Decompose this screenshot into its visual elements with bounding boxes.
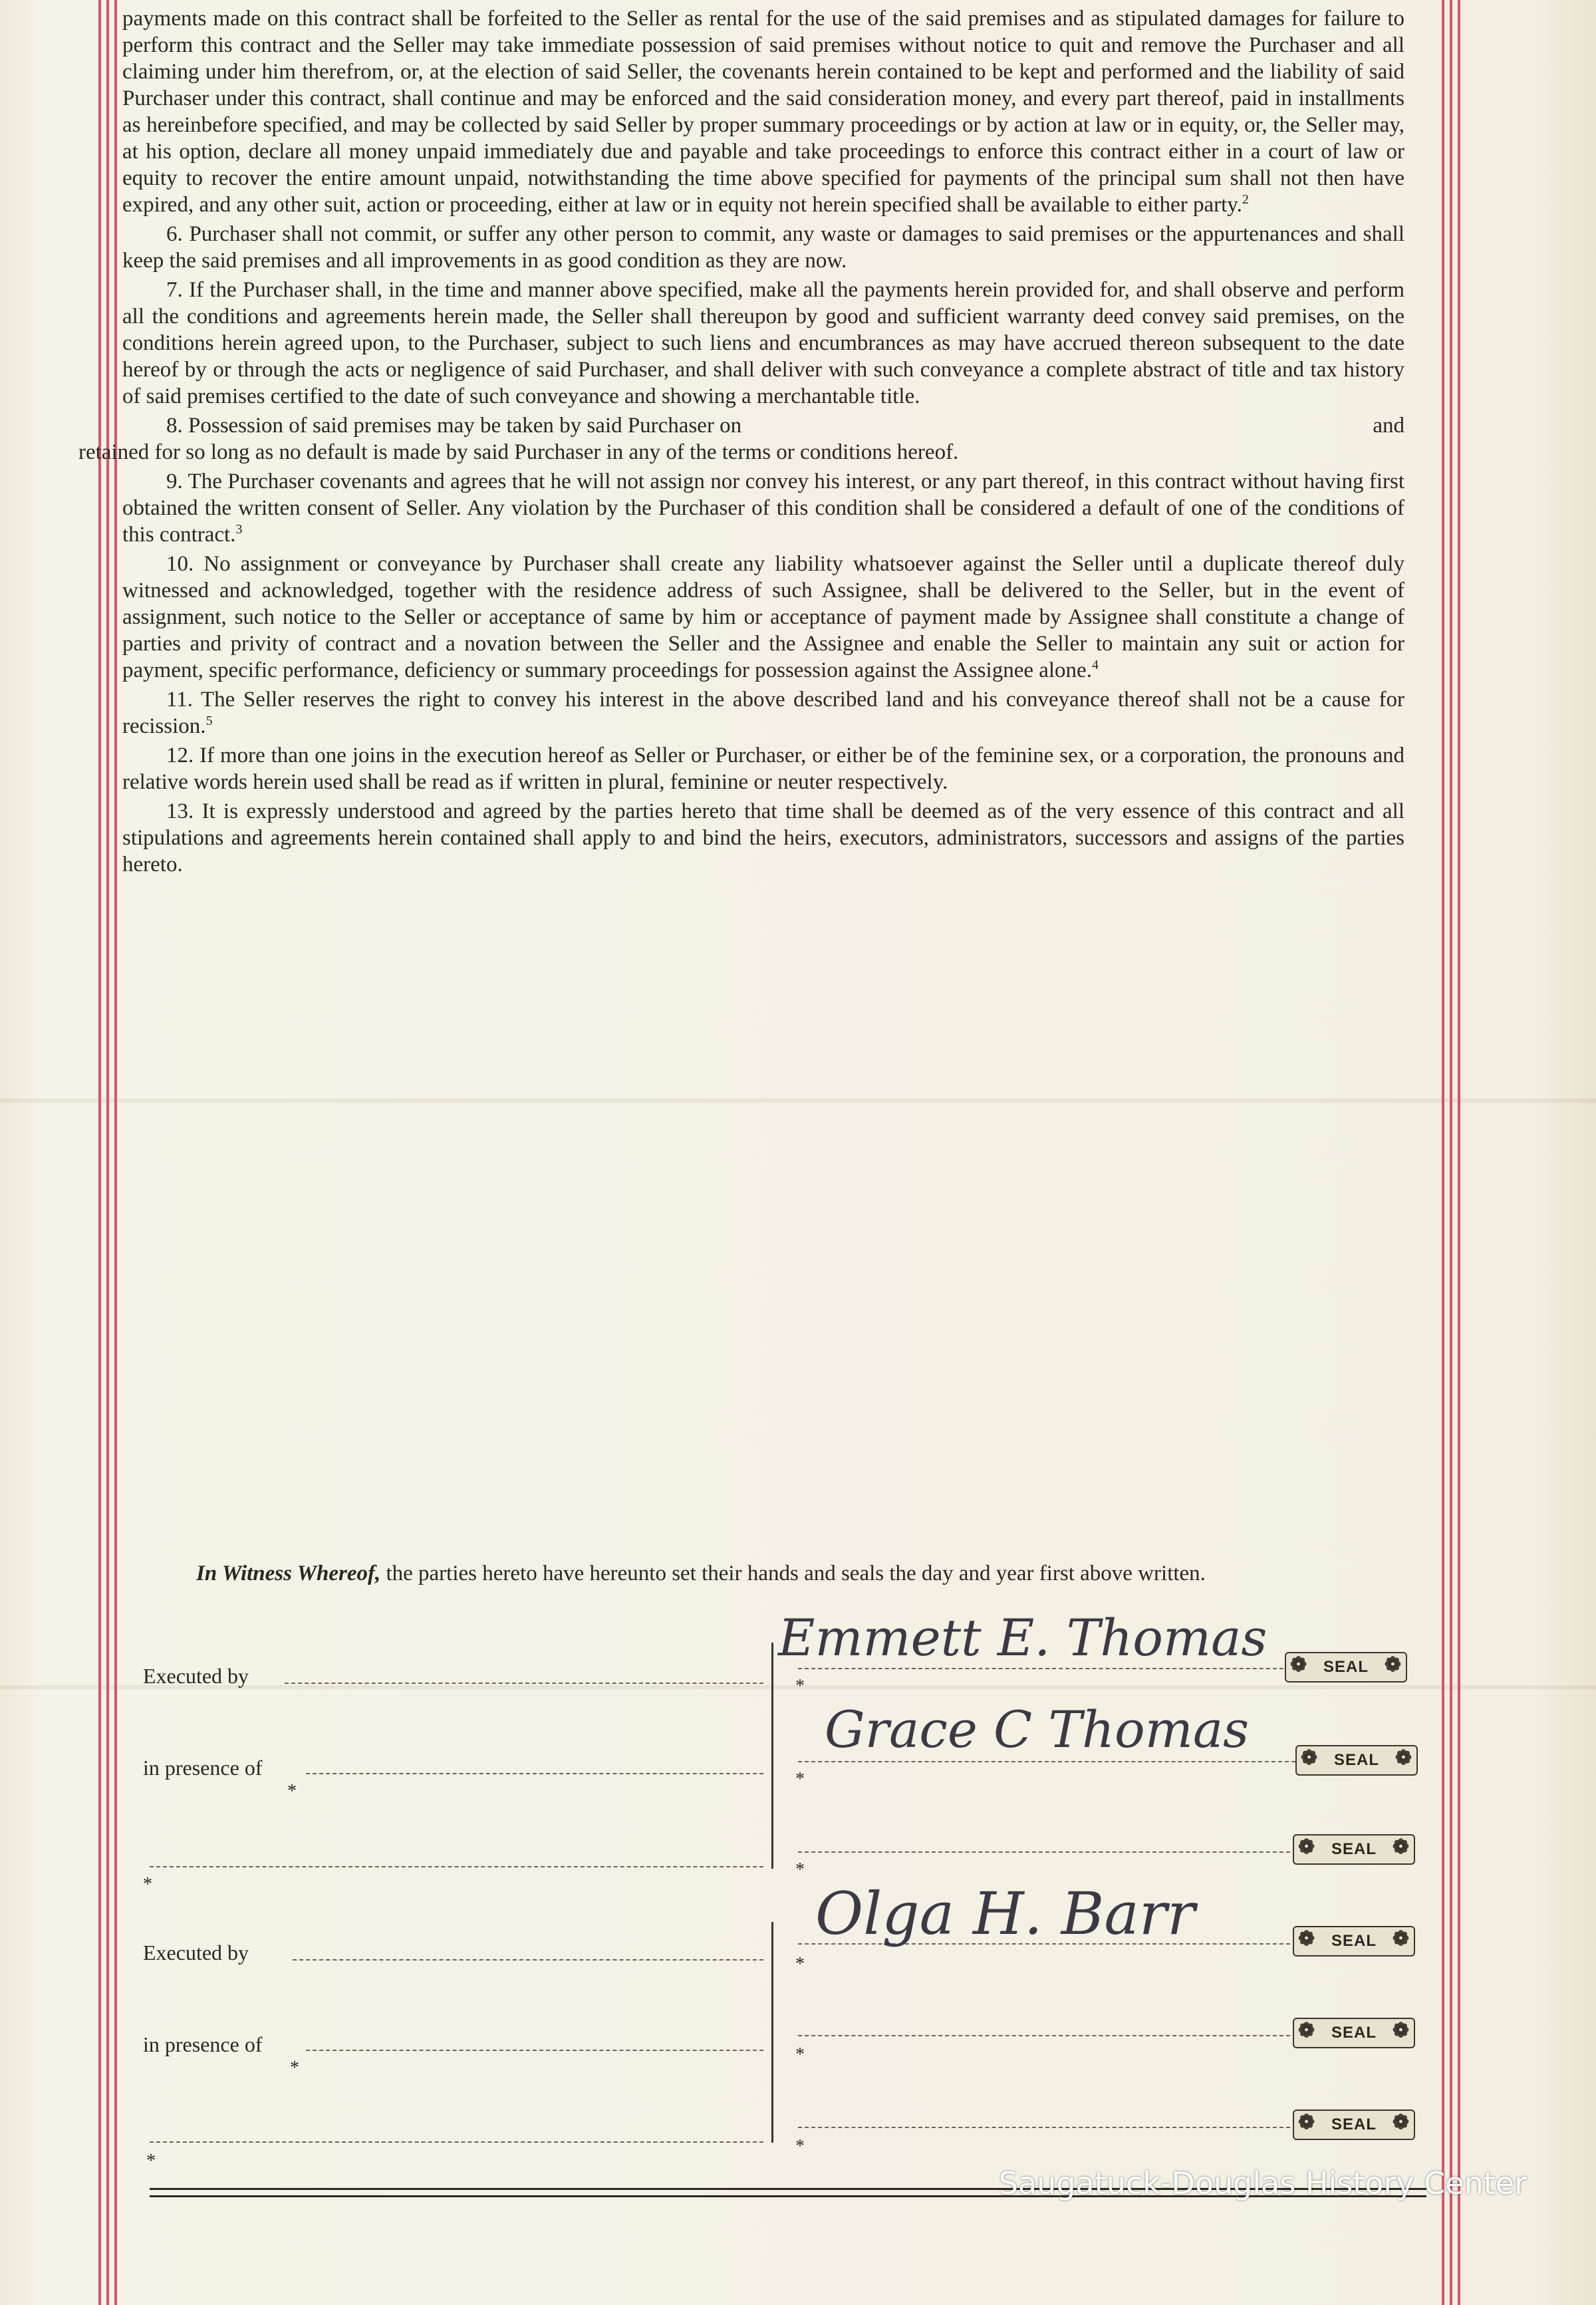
seal-badge: ❁ SEAL ❁	[1293, 2018, 1415, 2048]
star-marker: *	[290, 2058, 299, 2078]
executed-by-label: Executed by	[143, 1664, 249, 1688]
paragraph-5-continued: payments made on this contract shall be forfeited to the Seller as rental for the use of the said premises and as stipulated damages for failure to perform this contract and the Seller may take immediate possession of said premises without notice to quit and remove the Purchaser and all claiming under him therefrom, or, at the election of said Seller, the covenants herein contained to be kept and performed and the liability of said Purchaser under this contract, shall continue and may be enforced and the said consideration money, and every part thereof, paid in installments as hereinbefore specified, and may be collected by said Seller by proper summary proceedings or by action at law or in equity, or, the Seller may, at his option, declare all money unpaid immediately due and payable and take proceedings to enforce this contract either in a court of law or equity to recover the entire amount unpaid, notwithstanding the time above specified for payments of the principal sum shall not then have expired, and any other suit, action or proceeding, either at law or in equity not herein specified shall be available to either party.$^2$	[122, 7, 1404, 217]
seal-badge: ❁ SEAL ❁	[1293, 1834, 1415, 1865]
signature-line[interactable]	[798, 2035, 1290, 2036]
paragraph-9: 9. The Purchaser covenants and agrees that he will not assign nor convey his interest, or any part thereof, in this contract without having first obtained the written consent of Seller. Any violation by the Purchaser of this condition shall be considered a default of one of the conditions of this contract.$^3$	[122, 470, 1404, 547]
seal-badge: ❁ SEAL ❁	[1293, 1926, 1415, 1957]
paragraph-10: 10. No assignment or conveyance by Purchaser shall create any liability whatsoever against the Seller until a duplicate thereof duly witnessed and acknowledged, together with the residence address of such Assignee, shall be delivered to the Seller, but in the event of assignment, such notice to the Seller or acceptance of same by him or acceptance of payment made by Assignee shall constitute a change of parties and privity of contract and a novation between the Seller and the Assignee and enable the Seller to maintain any suit or action for payment, specific performance, deficiency or summary proceedings for possession against the Assignee alone.$^4$	[122, 552, 1404, 682]
margin-rule-right	[1450, 0, 1452, 2305]
paper-fold	[0, 1099, 1596, 1103]
seal-badge: ❁ SEAL ❁	[1285, 1652, 1407, 1683]
in-presence-of-label: in presence of	[143, 2032, 263, 2056]
signature-line[interactable]	[798, 1761, 1295, 1762]
star-marker: *	[143, 1874, 152, 1895]
seal-badge: ❁ SEAL ❁	[1295, 1745, 1418, 1776]
watermark: Saugatuck-Douglas History Center	[998, 2165, 1527, 2201]
executed-by-label: Executed by	[143, 1941, 249, 1965]
star-marker: *	[795, 1859, 805, 1880]
margin-rule-left	[114, 0, 117, 2305]
witness-clause: In Witness Whereof, the parties hereto have hereunto set their hands and seals the day and year first above written.	[196, 1561, 1206, 1585]
witness-line[interactable]	[306, 1773, 763, 1774]
paragraph-7: 7. If the Purchaser shall, in the time and manner above specified, make all the payments herein provided for, and shall observe and perform all the conditions and agreements herein made, the Seller shall thereupon by good and sufficient warranty deed convey said premises, on the conditions herein agreed upon, to the Purchaser, subject to such liens and encumbrances as may have accrued thereon subsequent to the date hereof by or through the acts or negligence of said Purchaser, and shall deliver with such conveyance a complete abstract of title and tax history of said premises certified to the date of such conveyance and showing a merchantable title.	[122, 278, 1404, 408]
signature-emmett-thomas: Emmett E. Thomas	[778, 1608, 1267, 1667]
signature-olga-barr: Olga H. Barr	[815, 1879, 1196, 1948]
paragraph-6: 6. Purchaser shall not commit, or suffer any other person to commit, any waste or damages to said premises or the appurtenances and shall keep the said premises and all improvements in as good condition as they are now.	[122, 222, 1404, 273]
contract-body	[78, 5, 1405, 878]
signature-line[interactable]	[798, 1851, 1290, 1853]
signature-grace-thomas: Grace C Thomas	[825, 1700, 1250, 1759]
margin-rule-right	[1442, 0, 1444, 2305]
paragraph-13: 13. It is expressly understood and agreed by the parties hereto that time shall be deemed as of the very essence of this contract and all stipulations and agreements herein contained shall apply to and bind the heirs, executors, administrators, successors and assigns of the parties hereto.	[122, 799, 1404, 877]
margin-rule-right	[1458, 0, 1460, 2305]
star-marker: *	[146, 2151, 156, 2171]
seal-badge: ❁ SEAL ❁	[1293, 2109, 1415, 2140]
brace	[771, 1643, 773, 1869]
signature-line[interactable]	[798, 2127, 1290, 2128]
star-marker: *	[795, 2044, 805, 2065]
witness-line[interactable]	[150, 1866, 763, 1867]
star-marker: *	[795, 2136, 805, 2157]
star-marker: *	[795, 1954, 805, 1974]
paragraph-12: 12. If more than one joins in the execution hereof as Seller or Purchaser, or either be of the feminine sex, or a corporation, the pronouns and relative words herein used shall be read as if written in plural, feminine or neuter respectively.	[122, 744, 1405, 794]
brace	[771, 1922, 773, 2143]
star-marker: *	[795, 1676, 805, 1696]
in-presence-of-label: in presence of	[143, 1756, 263, 1780]
witness-line[interactable]	[306, 2050, 763, 2051]
witness-line[interactable]	[150, 2141, 763, 2143]
paragraph-11: 11. The Seller reserves the right to convey his interest in the above described land and his conveyance thereof shall not be a cause for recission.$^5$	[122, 688, 1404, 738]
margin-rule-left	[106, 0, 109, 2305]
executed-by-line[interactable]	[293, 1959, 763, 1961]
paragraph-8: 8. Possession of said premises may be taken by said Purchaser on and retained for so long as no default is made by said Purchaser in any of the terms or conditions hereof.	[78, 414, 1404, 464]
signature-line[interactable]	[798, 1668, 1283, 1669]
executed-by-line[interactable]	[285, 1683, 763, 1684]
margin-rule-left	[98, 0, 101, 2305]
star-marker: *	[287, 1781, 297, 1802]
star-marker: *	[795, 1769, 805, 1790]
